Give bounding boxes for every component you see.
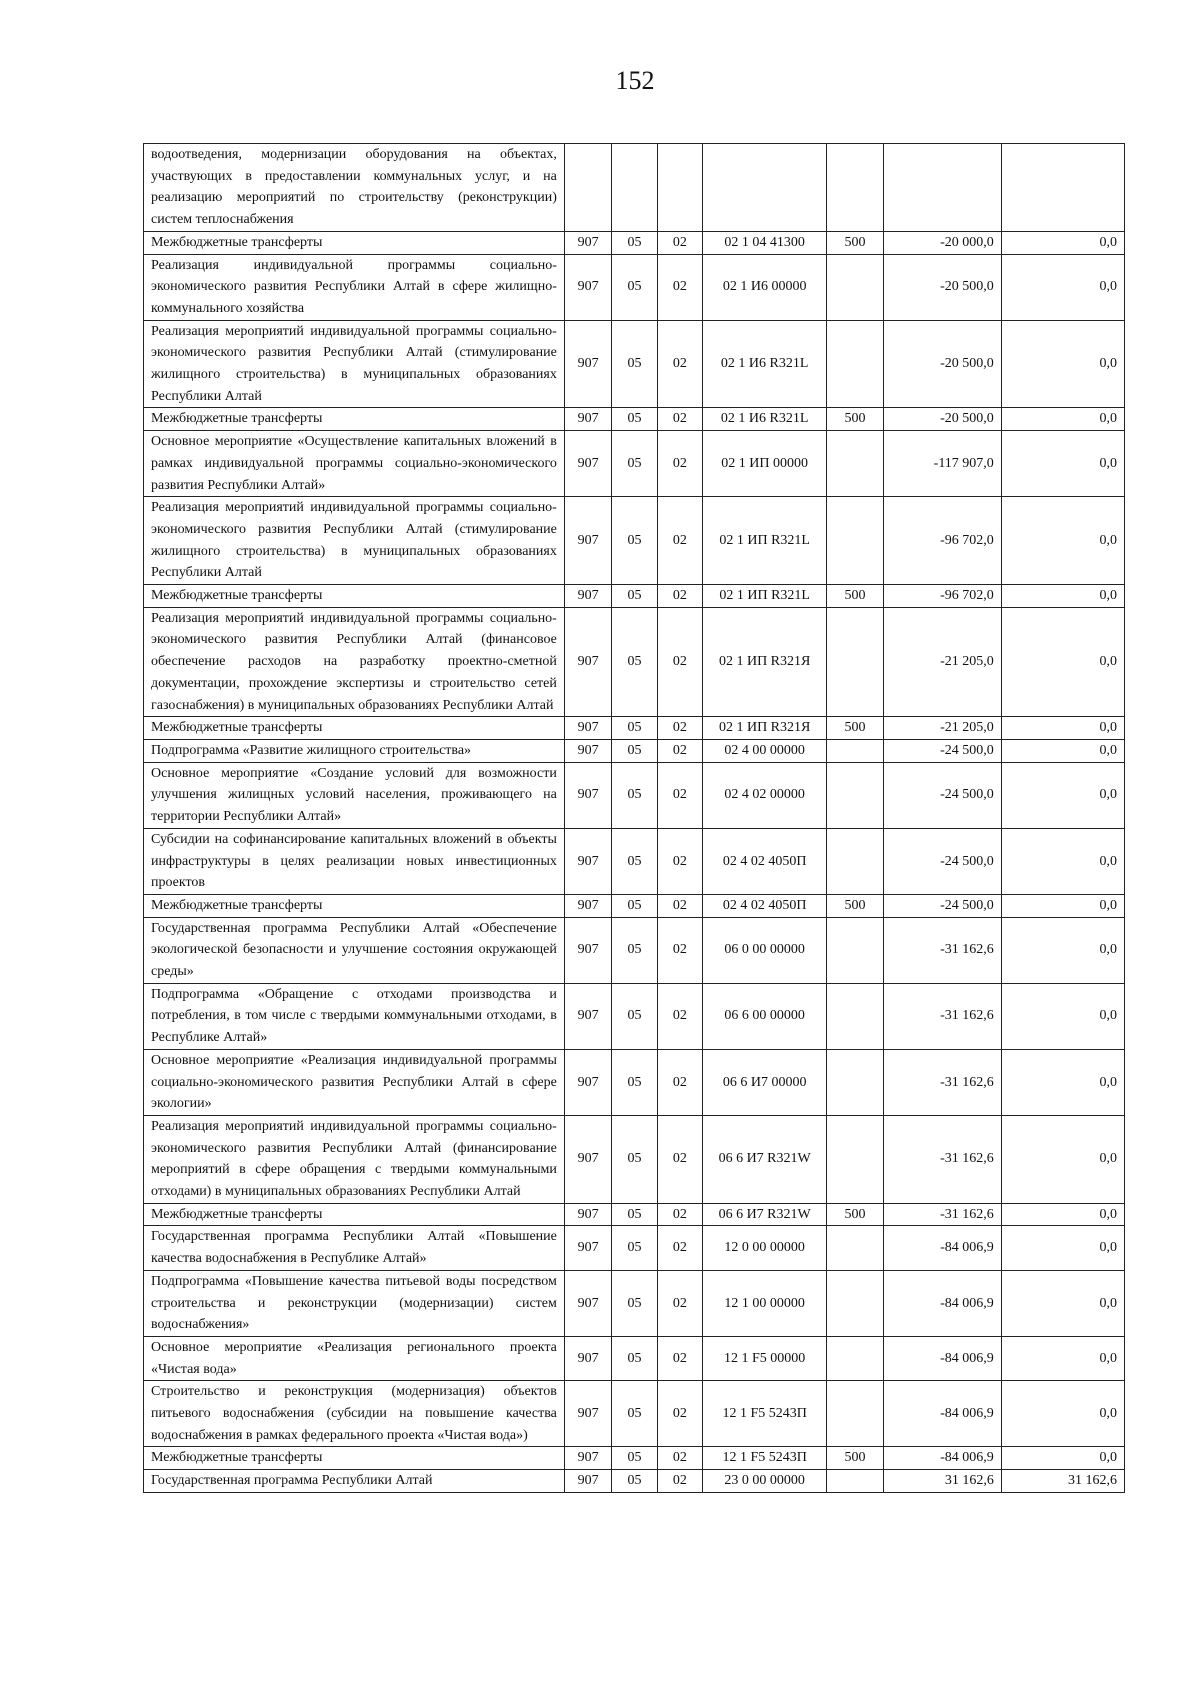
row-target-article: 02 4 02 00000	[703, 762, 827, 828]
table-row	[144, 497, 1125, 585]
row-amount-1: -84 006,9	[883, 1270, 1001, 1336]
row-amount-2: 0,0	[1001, 497, 1124, 585]
row-subsection: 02	[657, 231, 702, 254]
row-amount-1: -84 006,9	[883, 1447, 1001, 1470]
row-section: 05	[612, 231, 657, 254]
row-subsection: 02	[657, 1447, 702, 1470]
table-row	[144, 1447, 1125, 1470]
row-subsection: 02	[657, 828, 702, 894]
row-amount-1: -31 162,6	[883, 1203, 1001, 1226]
row-section: 05	[612, 607, 657, 717]
row-subsection: 02	[657, 983, 702, 1049]
row-glava: 907	[564, 983, 611, 1049]
row-section: 05	[612, 762, 657, 828]
row-section: 05	[612, 408, 657, 431]
row-expense-type	[827, 739, 884, 762]
table-row	[144, 431, 1125, 497]
row-name: Основное мероприятие «Реализация индивидуальной программы социально-экономического развития Республики Алтай в сфере экологии»	[144, 1049, 565, 1115]
row-glava: 907	[564, 431, 611, 497]
row-amount-2: 0,0	[1001, 917, 1124, 983]
row-target-article: 12 1 F5 5243П	[703, 1447, 827, 1470]
row-section: 05	[612, 983, 657, 1049]
row-subsection: 02	[657, 1049, 702, 1115]
row-target-article: 12 1 00 00000	[703, 1270, 827, 1336]
row-target-article: 02 1 ИП R321Я	[703, 607, 827, 717]
row-expense-type	[827, 1226, 884, 1270]
row-target-article: 02 1 И6 R321L	[703, 320, 827, 408]
row-amount-1: -20 000,0	[883, 231, 1001, 254]
table-row	[144, 894, 1125, 917]
row-target-article: 02 4 02 4050П	[703, 828, 827, 894]
row-glava: 907	[564, 1115, 611, 1203]
row-glava: 907	[564, 762, 611, 828]
table-row	[144, 254, 1125, 320]
row-subsection: 02	[657, 717, 702, 740]
row-expense-type	[827, 431, 884, 497]
row-amount-1: -117 907,0	[883, 431, 1001, 497]
row-amount-1: -24 500,0	[883, 762, 1001, 828]
row-subsection: 02	[657, 762, 702, 828]
row-expense-type	[827, 1115, 884, 1203]
row-section: 05	[612, 1115, 657, 1203]
row-subsection: 02	[657, 1470, 702, 1493]
row-subsection: 02	[657, 1270, 702, 1336]
row-name: Основное мероприятие «Создание условий для возможности улучшения жилищных условий населения, проживающего на территории Республики Алтай»	[144, 762, 565, 828]
row-target-article: 06 6 И7 R321W	[703, 1203, 827, 1226]
row-target-article: 23 0 00 00000	[703, 1470, 827, 1493]
row-glava: 907	[564, 828, 611, 894]
row-amount-2: 0,0	[1001, 1447, 1124, 1470]
row-amount-1: 31 162,6	[883, 1470, 1001, 1493]
row-section: 05	[612, 585, 657, 608]
row-amount-2: 0,0	[1001, 1270, 1124, 1336]
row-name: водоотведения, модернизации оборудования на объектах, участвующих в предоставлении коммунальных услуг, и на реализацию мероприятий по строительству (реконструкции) систем теплоснабжения	[144, 144, 565, 232]
row-glava: 907	[564, 917, 611, 983]
row-amount-1: -96 702,0	[883, 497, 1001, 585]
row-amount-1: -20 500,0	[883, 320, 1001, 408]
row-section: 05	[612, 431, 657, 497]
row-glava: 907	[564, 1203, 611, 1226]
table-row	[144, 144, 1125, 232]
row-amount-1: -21 205,0	[883, 717, 1001, 740]
table-row	[144, 828, 1125, 894]
table-row	[144, 917, 1125, 983]
row-amount-2: 0,0	[1001, 739, 1124, 762]
row-subsection: 02	[657, 408, 702, 431]
row-name: Субсидии на софинансирование капитальных вложений в объекты инфраструктуры в целях реализации новых инвестиционных проектов	[144, 828, 565, 894]
row-expense-type	[827, 320, 884, 408]
row-glava: 907	[564, 320, 611, 408]
row-target-article	[703, 144, 827, 232]
row-name: Межбюджетные трансферты	[144, 408, 565, 431]
row-subsection: 02	[657, 585, 702, 608]
row-section: 05	[612, 1381, 657, 1447]
row-section: 05	[612, 894, 657, 917]
row-amount-2: 0,0	[1001, 231, 1124, 254]
row-amount-1: -21 205,0	[883, 607, 1001, 717]
row-section: 05	[612, 1270, 657, 1336]
row-target-article: 06 6 И7 R321W	[703, 1115, 827, 1203]
row-glava: 907	[564, 1381, 611, 1447]
row-expense-type	[827, 254, 884, 320]
row-target-article: 02 1 И6 00000	[703, 254, 827, 320]
row-name: Реализация мероприятий индивидуальной программы социально-экономического развития Республики Алтай (стимулирование жилищного строительства) в муниципальных образованиях Республики Алтай	[144, 497, 565, 585]
row-glava: 907	[564, 585, 611, 608]
row-expense-type	[827, 762, 884, 828]
row-section: 05	[612, 739, 657, 762]
row-glava: 907	[564, 1470, 611, 1493]
row-section: 05	[612, 1203, 657, 1226]
table-row	[144, 762, 1125, 828]
table-row	[144, 717, 1125, 740]
row-section: 05	[612, 828, 657, 894]
row-glava: 907	[564, 254, 611, 320]
row-subsection: 02	[657, 1336, 702, 1380]
row-target-article: 02 1 ИП R321L	[703, 497, 827, 585]
row-expense-type: 500	[827, 1447, 884, 1470]
row-amount-1: -24 500,0	[883, 828, 1001, 894]
row-amount-1: -96 702,0	[883, 585, 1001, 608]
row-amount-2: 0,0	[1001, 1203, 1124, 1226]
row-subsection: 02	[657, 497, 702, 585]
table-row	[144, 585, 1125, 608]
row-target-article: 06 6 И7 00000	[703, 1049, 827, 1115]
table-row	[144, 1226, 1125, 1270]
row-amount-2: 0,0	[1001, 1381, 1124, 1447]
row-expense-type	[827, 1470, 884, 1493]
row-amount-1	[883, 144, 1001, 232]
row-subsection: 02	[657, 894, 702, 917]
row-amount-1: -31 162,6	[883, 1115, 1001, 1203]
row-glava	[564, 144, 611, 232]
row-name: Подпрограмма «Повышение качества питьевой воды посредством строительства и реконструкции (модернизации) систем водоснабжения»	[144, 1270, 565, 1336]
row-target-article: 02 1 ИП R321Я	[703, 717, 827, 740]
row-name: Межбюджетные трансферты	[144, 231, 565, 254]
table-row	[144, 320, 1125, 408]
row-name: Реализация мероприятий индивидуальной программы социально-экономического развития Республики Алтай (финансирование мероприятий в сфере обращения с твердыми коммунальными отходами) в муниципальных образованиях Республики Алтай	[144, 1115, 565, 1203]
row-section: 05	[612, 1447, 657, 1470]
row-section: 05	[612, 1226, 657, 1270]
row-target-article: 02 1 И6 R321L	[703, 408, 827, 431]
row-glava: 907	[564, 1270, 611, 1336]
row-amount-2: 0,0	[1001, 894, 1124, 917]
row-target-article: 12 1 F5 00000	[703, 1336, 827, 1380]
row-glava: 907	[564, 1336, 611, 1380]
row-subsection: 02	[657, 1203, 702, 1226]
row-expense-type	[827, 497, 884, 585]
row-name: Межбюджетные трансферты	[144, 1447, 565, 1470]
row-section: 05	[612, 254, 657, 320]
row-glava: 907	[564, 717, 611, 740]
row-glava: 907	[564, 1226, 611, 1270]
row-expense-type	[827, 828, 884, 894]
row-expense-type	[827, 144, 884, 232]
row-target-article: 02 4 02 4050П	[703, 894, 827, 917]
row-amount-1: -24 500,0	[883, 739, 1001, 762]
row-amount-2: 0,0	[1001, 1049, 1124, 1115]
row-amount-2: 0,0	[1001, 1115, 1124, 1203]
row-amount-1: -31 162,6	[883, 917, 1001, 983]
table-row	[144, 983, 1125, 1049]
row-target-article: 12 0 00 00000	[703, 1226, 827, 1270]
row-expense-type	[827, 1049, 884, 1115]
row-target-article: 02 1 04 41300	[703, 231, 827, 254]
row-target-article: 06 6 00 00000	[703, 983, 827, 1049]
row-name: Основное мероприятие «Реализация регионального проекта «Чистая вода»	[144, 1336, 565, 1380]
row-name: Реализация мероприятий индивидуальной программы социально-экономического развития Республики Алтай (финансовое обеспечение расходов на разработку проектно-сметной документации, прохождение экспертизы и строительство сетей газоснабжения) в муниципальных образованиях Республики Алтай	[144, 607, 565, 717]
row-glava: 907	[564, 894, 611, 917]
row-glava: 907	[564, 1447, 611, 1470]
row-expense-type: 500	[827, 408, 884, 431]
row-expense-type	[827, 1381, 884, 1447]
row-glava: 907	[564, 231, 611, 254]
row-amount-1: -31 162,6	[883, 983, 1001, 1049]
table-body	[144, 144, 1125, 1493]
page-number: 152	[615, 66, 655, 95]
row-name: Подпрограмма «Обращение с отходами производства и потребления, в том числе с твердыми коммунальными отходами, в Республике Алтай»	[144, 983, 565, 1049]
row-section	[612, 144, 657, 232]
row-amount-2: 31 162,6	[1001, 1470, 1124, 1493]
row-section: 05	[612, 1049, 657, 1115]
row-expense-type: 500	[827, 585, 884, 608]
row-name: Межбюджетные трансферты	[144, 894, 565, 917]
row-amount-1: -24 500,0	[883, 894, 1001, 917]
table-row	[144, 607, 1125, 717]
row-subsection: 02	[657, 607, 702, 717]
table-row	[144, 1203, 1125, 1226]
row-amount-1: -84 006,9	[883, 1226, 1001, 1270]
row-expense-type	[827, 917, 884, 983]
row-target-article: 02 1 ИП 00000	[703, 431, 827, 497]
row-subsection: 02	[657, 739, 702, 762]
row-section: 05	[612, 1470, 657, 1493]
row-amount-2: 0,0	[1001, 607, 1124, 717]
row-expense-type: 500	[827, 717, 884, 740]
row-expense-type	[827, 1270, 884, 1336]
row-amount-1: -84 006,9	[883, 1381, 1001, 1447]
row-amount-2: 0,0	[1001, 983, 1124, 1049]
row-amount-2	[1001, 144, 1124, 232]
row-subsection	[657, 144, 702, 232]
table-row	[144, 1470, 1125, 1493]
row-amount-2: 0,0	[1001, 431, 1124, 497]
row-name: Строительство и реконструкция (модернизация) объектов питьевого водоснабжения (субсидии на повышение качества водоснабжения в рамках федерального проекта «Чистая вода»)	[144, 1381, 565, 1447]
row-target-article: 12 1 F5 5243П	[703, 1381, 827, 1447]
table-row	[144, 1336, 1125, 1380]
table-row	[144, 1049, 1125, 1115]
row-subsection: 02	[657, 320, 702, 408]
row-subsection: 02	[657, 254, 702, 320]
row-name: Подпрограмма «Развитие жилищного строительства»	[144, 739, 565, 762]
row-subsection: 02	[657, 1381, 702, 1447]
row-amount-1: -20 500,0	[883, 408, 1001, 431]
row-expense-type: 500	[827, 894, 884, 917]
row-amount-1: -20 500,0	[883, 254, 1001, 320]
table-row	[144, 1115, 1125, 1203]
row-amount-2: 0,0	[1001, 828, 1124, 894]
row-amount-1: -31 162,6	[883, 1049, 1001, 1115]
row-amount-2: 0,0	[1001, 1226, 1124, 1270]
row-expense-type	[827, 1336, 884, 1380]
row-amount-2: 0,0	[1001, 1336, 1124, 1380]
row-expense-type: 500	[827, 1203, 884, 1226]
row-section: 05	[612, 320, 657, 408]
row-amount-2: 0,0	[1001, 585, 1124, 608]
row-section: 05	[612, 717, 657, 740]
row-expense-type	[827, 983, 884, 1049]
table-row	[144, 739, 1125, 762]
row-target-article: 02 1 ИП R321L	[703, 585, 827, 608]
row-target-article: 06 0 00 00000	[703, 917, 827, 983]
row-target-article: 02 4 00 00000	[703, 739, 827, 762]
row-expense-type: 500	[827, 231, 884, 254]
row-name: Межбюджетные трансферты	[144, 717, 565, 740]
table-row	[144, 1381, 1125, 1447]
row-subsection: 02	[657, 431, 702, 497]
row-name: Межбюджетные трансферты	[144, 585, 565, 608]
row-glava: 907	[564, 739, 611, 762]
row-section: 05	[612, 1336, 657, 1380]
budget-table	[143, 143, 1125, 1493]
row-section: 05	[612, 497, 657, 585]
row-glava: 907	[564, 1049, 611, 1115]
row-name: Основное мероприятие «Осуществление капитальных вложений в рамках индивидуальной программы социально-экономического развития Республики Алтай»	[144, 431, 565, 497]
row-name: Реализация мероприятий индивидуальной программы социально-экономического развития Республики Алтай (стимулирование жилищного строительства) в муниципальных образованиях Республики Алтай	[144, 320, 565, 408]
row-glava: 907	[564, 607, 611, 717]
row-expense-type	[827, 607, 884, 717]
row-amount-2: 0,0	[1001, 320, 1124, 408]
row-subsection: 02	[657, 917, 702, 983]
row-amount-1: -84 006,9	[883, 1336, 1001, 1380]
row-name: Реализация индивидуальной программы социально-экономического развития Республики Алтай в сфере жилищно-коммунального хозяйства	[144, 254, 565, 320]
row-name: Государственная программа Республики Алтай «Повышение качества водоснабжения в Республике Алтай»	[144, 1226, 565, 1270]
row-section: 05	[612, 917, 657, 983]
row-amount-2: 0,0	[1001, 762, 1124, 828]
row-amount-2: 0,0	[1001, 717, 1124, 740]
row-amount-2: 0,0	[1001, 408, 1124, 431]
row-name: Государственная программа Республики Алтай «Обеспечение экологической безопасности и улучшение состояния окружающей среды»	[144, 917, 565, 983]
table-row	[144, 231, 1125, 254]
row-glava: 907	[564, 408, 611, 431]
row-name: Государственная программа Республики Алтай	[144, 1470, 565, 1493]
table-row	[144, 408, 1125, 431]
row-subsection: 02	[657, 1115, 702, 1203]
row-subsection: 02	[657, 1226, 702, 1270]
row-glava: 907	[564, 497, 611, 585]
row-amount-2: 0,0	[1001, 254, 1124, 320]
row-name: Межбюджетные трансферты	[144, 1203, 565, 1226]
table-row	[144, 1270, 1125, 1336]
